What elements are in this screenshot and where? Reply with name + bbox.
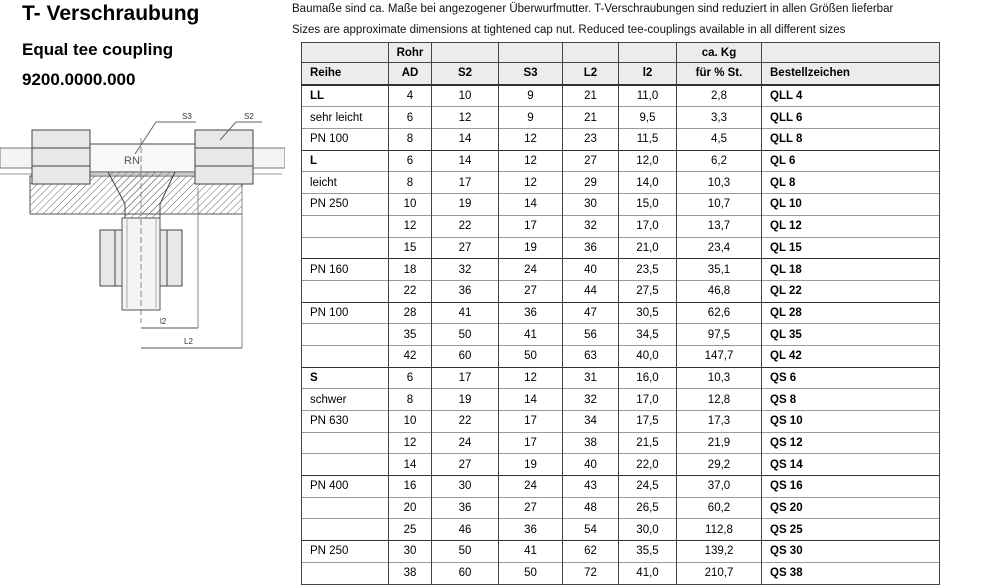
table-row bbox=[302, 129, 940, 151]
cell-s2: 22 bbox=[432, 215, 499, 237]
cell-l2: 35,5 bbox=[619, 541, 677, 563]
note-german: Baumaße sind ca. Maße bei angezogener Überwurfmutter. T-Verschraubungen sind reduziert in allen Größen lieferbar bbox=[292, 3, 894, 15]
cell-s3: 12 bbox=[499, 367, 563, 389]
tee-coupling-drawing bbox=[0, 108, 285, 358]
cell-reihe: PN 100 bbox=[302, 129, 389, 151]
cell-bestellzeichen: QS 6 bbox=[762, 367, 940, 389]
cell-L2: 43 bbox=[563, 476, 619, 498]
header-cell-empty bbox=[302, 43, 389, 63]
cell-kg: 210,7 bbox=[677, 562, 762, 584]
cell-ad: 12 bbox=[389, 215, 432, 237]
cell-s3: 14 bbox=[499, 194, 563, 216]
cell-s2: 12 bbox=[432, 107, 499, 129]
cell-s3: 36 bbox=[499, 519, 563, 541]
table-header-top bbox=[302, 43, 940, 63]
cell-kg: 6,2 bbox=[677, 150, 762, 172]
cell-s3: 41 bbox=[499, 324, 563, 346]
cell-bestellzeichen: QL 35 bbox=[762, 324, 940, 346]
cell-s2: 30 bbox=[432, 476, 499, 498]
cell-ad: 35 bbox=[389, 324, 432, 346]
table-row bbox=[302, 497, 940, 519]
cell-s3: 27 bbox=[499, 497, 563, 519]
cell-bestellzeichen: QS 30 bbox=[762, 541, 940, 563]
table-row bbox=[302, 454, 940, 476]
drawing-label-l2-small: l2 bbox=[160, 317, 167, 326]
cell-kg: 139,2 bbox=[677, 541, 762, 563]
cell-l2: 21,0 bbox=[619, 237, 677, 259]
table-row bbox=[302, 324, 940, 346]
cell-s2: 50 bbox=[432, 541, 499, 563]
column-header-reihe: Reihe bbox=[302, 63, 389, 85]
table-row bbox=[302, 194, 940, 216]
cell-L2: 48 bbox=[563, 497, 619, 519]
cell-kg: 35,1 bbox=[677, 259, 762, 281]
cell-l2: 40,0 bbox=[619, 345, 677, 367]
cell-s3: 50 bbox=[499, 562, 563, 584]
cell-reihe: PN 400 bbox=[302, 476, 389, 498]
cell-L2: 21 bbox=[563, 85, 619, 107]
cell-kg: 21,9 bbox=[677, 432, 762, 454]
header-cell-empty bbox=[499, 43, 563, 63]
cell-kg: 10,7 bbox=[677, 194, 762, 216]
cell-reihe bbox=[302, 432, 389, 454]
cell-s2: 36 bbox=[432, 280, 499, 302]
cell-ad: 38 bbox=[389, 562, 432, 584]
cell-ad: 6 bbox=[389, 150, 432, 172]
cell-l2: 30,5 bbox=[619, 302, 677, 324]
cell-L2: 54 bbox=[563, 519, 619, 541]
cell-bestellzeichen: QL 6 bbox=[762, 150, 940, 172]
cell-ad: 10 bbox=[389, 194, 432, 216]
cell-ad: 4 bbox=[389, 85, 432, 107]
cell-bestellzeichen: QL 28 bbox=[762, 302, 940, 324]
cell-kg: 2,8 bbox=[677, 85, 762, 107]
table-row bbox=[302, 237, 940, 259]
cell-s2: 19 bbox=[432, 194, 499, 216]
cell-s2: 36 bbox=[432, 497, 499, 519]
cell-l2: 11,5 bbox=[619, 129, 677, 151]
cell-kg: 60,2 bbox=[677, 497, 762, 519]
cell-l2: 17,0 bbox=[619, 389, 677, 411]
cell-ad: 30 bbox=[389, 541, 432, 563]
cell-ad: 12 bbox=[389, 432, 432, 454]
cell-l2: 14,0 bbox=[619, 172, 677, 194]
cell-bestellzeichen: QS 38 bbox=[762, 562, 940, 584]
cell-L2: 23 bbox=[563, 129, 619, 151]
column-header-s3: S3 bbox=[499, 63, 563, 85]
cell-s3: 9 bbox=[499, 107, 563, 129]
cell-bestellzeichen: QS 8 bbox=[762, 389, 940, 411]
cell-ad: 6 bbox=[389, 367, 432, 389]
table-row bbox=[302, 172, 940, 194]
cell-s2: 60 bbox=[432, 562, 499, 584]
cell-L2: 72 bbox=[563, 562, 619, 584]
cell-bestellzeichen: QS 16 bbox=[762, 476, 940, 498]
cell-l2: 24,5 bbox=[619, 476, 677, 498]
column-header-s2: S2 bbox=[432, 63, 499, 85]
cell-reihe: PN 250 bbox=[302, 194, 389, 216]
cell-reihe: schwer bbox=[302, 389, 389, 411]
cell-l2: 27,5 bbox=[619, 280, 677, 302]
cell-bestellzeichen: QLL 8 bbox=[762, 129, 940, 151]
cell-l2: 21,5 bbox=[619, 432, 677, 454]
cell-s3: 19 bbox=[499, 237, 563, 259]
cell-L2: 40 bbox=[563, 259, 619, 281]
table-row bbox=[302, 85, 940, 107]
header-kg: ca. Kg bbox=[677, 43, 762, 63]
cell-s2: 27 bbox=[432, 454, 499, 476]
cell-l2: 26,5 bbox=[619, 497, 677, 519]
cell-s2: 50 bbox=[432, 324, 499, 346]
cell-reihe bbox=[302, 215, 389, 237]
cell-s3: 24 bbox=[499, 476, 563, 498]
table-row bbox=[302, 389, 940, 411]
drawing-label-s2: S2 bbox=[244, 112, 254, 121]
cell-s2: 27 bbox=[432, 237, 499, 259]
cell-l2: 17,0 bbox=[619, 215, 677, 237]
cell-reihe: LL bbox=[302, 85, 389, 107]
cell-reihe: S bbox=[302, 367, 389, 389]
column-header-l2: l2 bbox=[619, 63, 677, 85]
table-row bbox=[302, 107, 940, 129]
cell-L2: 36 bbox=[563, 237, 619, 259]
column-header-ad: AD bbox=[389, 63, 432, 85]
drawing-label-l2-big: L2 bbox=[184, 337, 193, 346]
cell-bestellzeichen: QL 22 bbox=[762, 280, 940, 302]
cell-ad: 8 bbox=[389, 389, 432, 411]
cell-reihe: L bbox=[302, 150, 389, 172]
cell-l2: 12,0 bbox=[619, 150, 677, 172]
cell-s3: 9 bbox=[499, 85, 563, 107]
cell-reihe: PN 630 bbox=[302, 411, 389, 433]
cell-reihe: sehr leicht bbox=[302, 107, 389, 129]
cell-L2: 62 bbox=[563, 541, 619, 563]
article-number: 9200.0000.000 bbox=[22, 70, 136, 89]
table-row bbox=[302, 367, 940, 389]
cell-L2: 47 bbox=[563, 302, 619, 324]
cell-kg: 147,7 bbox=[677, 345, 762, 367]
column-header-L2: L2 bbox=[563, 63, 619, 85]
cell-kg: 97,5 bbox=[677, 324, 762, 346]
table-row bbox=[302, 476, 940, 498]
header-cell-empty bbox=[762, 43, 940, 63]
cell-bestellzeichen: QLL 4 bbox=[762, 85, 940, 107]
cell-bestellzeichen: QL 15 bbox=[762, 237, 940, 259]
cell-L2: 34 bbox=[563, 411, 619, 433]
cell-ad: 22 bbox=[389, 280, 432, 302]
drawing-label-s3: S3 bbox=[182, 112, 192, 121]
cell-s3: 24 bbox=[499, 259, 563, 281]
table-row bbox=[302, 259, 940, 281]
table-row bbox=[302, 280, 940, 302]
note-english: Sizes are approximate dimensions at tightened cap nut. Reduced tee-couplings available in all different sizes bbox=[292, 24, 846, 36]
cell-l2: 16,0 bbox=[619, 367, 677, 389]
cell-bestellzeichen: QL 18 bbox=[762, 259, 940, 281]
cell-s3: 12 bbox=[499, 150, 563, 172]
cell-bestellzeichen: QS 10 bbox=[762, 411, 940, 433]
cell-s3: 17 bbox=[499, 432, 563, 454]
cell-bestellzeichen: QL 8 bbox=[762, 172, 940, 194]
cell-l2: 9,5 bbox=[619, 107, 677, 129]
table-row bbox=[302, 519, 940, 541]
cell-L2: 31 bbox=[563, 367, 619, 389]
cell-reihe bbox=[302, 237, 389, 259]
cell-bestellzeichen: QS 12 bbox=[762, 432, 940, 454]
cell-l2: 41,0 bbox=[619, 562, 677, 584]
cell-kg: 62,6 bbox=[677, 302, 762, 324]
cell-ad: 8 bbox=[389, 129, 432, 151]
cell-kg: 112,8 bbox=[677, 519, 762, 541]
header-cell-empty bbox=[432, 43, 499, 63]
cell-bestellzeichen: QL 10 bbox=[762, 194, 940, 216]
cell-reihe: PN 160 bbox=[302, 259, 389, 281]
table-row bbox=[302, 150, 940, 172]
cell-L2: 32 bbox=[563, 215, 619, 237]
cell-kg: 46,8 bbox=[677, 280, 762, 302]
table-row bbox=[302, 432, 940, 454]
cell-ad: 20 bbox=[389, 497, 432, 519]
cell-L2: 29 bbox=[563, 172, 619, 194]
cell-s2: 14 bbox=[432, 129, 499, 151]
cell-L2: 30 bbox=[563, 194, 619, 216]
cell-s2: 41 bbox=[432, 302, 499, 324]
cell-s3: 17 bbox=[499, 411, 563, 433]
header-cell-empty bbox=[619, 43, 677, 63]
header-cell-empty bbox=[563, 43, 619, 63]
cell-s2: 14 bbox=[432, 150, 499, 172]
cell-ad: 16 bbox=[389, 476, 432, 498]
cell-reihe: leicht bbox=[302, 172, 389, 194]
cell-l2: 15,0 bbox=[619, 194, 677, 216]
cell-s2: 22 bbox=[432, 411, 499, 433]
cell-l2: 11,0 bbox=[619, 85, 677, 107]
cell-l2: 22,0 bbox=[619, 454, 677, 476]
cell-ad: 15 bbox=[389, 237, 432, 259]
cell-reihe bbox=[302, 562, 389, 584]
cell-kg: 4,5 bbox=[677, 129, 762, 151]
cell-l2: 30,0 bbox=[619, 519, 677, 541]
cell-reihe bbox=[302, 324, 389, 346]
cell-reihe bbox=[302, 454, 389, 476]
cell-ad: 25 bbox=[389, 519, 432, 541]
cell-L2: 27 bbox=[563, 150, 619, 172]
cell-s2: 46 bbox=[432, 519, 499, 541]
column-header-bestellzeichen: Bestellzeichen bbox=[762, 63, 940, 85]
table-row bbox=[302, 215, 940, 237]
cell-s2: 60 bbox=[432, 345, 499, 367]
cell-bestellzeichen: QL 12 bbox=[762, 215, 940, 237]
product-header-panel bbox=[0, 0, 290, 588]
cell-reihe bbox=[302, 519, 389, 541]
cell-s3: 17 bbox=[499, 215, 563, 237]
cell-bestellzeichen: QLL 6 bbox=[762, 107, 940, 129]
column-header-kg: für % St. bbox=[677, 63, 762, 85]
cell-L2: 40 bbox=[563, 454, 619, 476]
cell-L2: 63 bbox=[563, 345, 619, 367]
cell-ad: 14 bbox=[389, 454, 432, 476]
cell-bestellzeichen: QS 25 bbox=[762, 519, 940, 541]
cell-reihe bbox=[302, 497, 389, 519]
cell-s2: 17 bbox=[432, 172, 499, 194]
cell-reihe bbox=[302, 345, 389, 367]
cell-ad: 6 bbox=[389, 107, 432, 129]
cell-s2: 10 bbox=[432, 85, 499, 107]
cell-kg: 10,3 bbox=[677, 172, 762, 194]
cell-reihe: PN 250 bbox=[302, 541, 389, 563]
product-subtitle: Equal tee coupling bbox=[22, 40, 174, 59]
cell-bestellzeichen: QS 20 bbox=[762, 497, 940, 519]
cell-s2: 17 bbox=[432, 367, 499, 389]
cell-ad: 8 bbox=[389, 172, 432, 194]
cell-ad: 42 bbox=[389, 345, 432, 367]
cell-kg: 29,2 bbox=[677, 454, 762, 476]
cell-s3: 50 bbox=[499, 345, 563, 367]
cell-s3: 14 bbox=[499, 389, 563, 411]
cell-s2: 32 bbox=[432, 259, 499, 281]
cell-ad: 10 bbox=[389, 411, 432, 433]
table-header bbox=[302, 63, 940, 85]
cell-L2: 32 bbox=[563, 389, 619, 411]
cell-l2: 34,5 bbox=[619, 324, 677, 346]
cell-s3: 12 bbox=[499, 172, 563, 194]
cell-L2: 38 bbox=[563, 432, 619, 454]
cell-kg: 23,4 bbox=[677, 237, 762, 259]
cell-kg: 12,8 bbox=[677, 389, 762, 411]
cell-s3: 12 bbox=[499, 129, 563, 151]
cell-s3: 41 bbox=[499, 541, 563, 563]
drawing-label-rn: RN bbox=[124, 155, 140, 167]
cell-s3: 19 bbox=[499, 454, 563, 476]
cell-s3: 36 bbox=[499, 302, 563, 324]
cell-s3: 27 bbox=[499, 280, 563, 302]
table-row bbox=[302, 541, 940, 563]
table-row bbox=[302, 562, 940, 584]
cell-kg: 17,3 bbox=[677, 411, 762, 433]
table-row bbox=[302, 302, 940, 324]
cell-kg: 10,3 bbox=[677, 367, 762, 389]
cell-kg: 13,7 bbox=[677, 215, 762, 237]
cell-L2: 56 bbox=[563, 324, 619, 346]
spec-table bbox=[301, 42, 940, 585]
cell-kg: 3,3 bbox=[677, 107, 762, 129]
cell-bestellzeichen: QS 14 bbox=[762, 454, 940, 476]
cell-kg: 37,0 bbox=[677, 476, 762, 498]
cell-l2: 23,5 bbox=[619, 259, 677, 281]
cell-l2: 17,5 bbox=[619, 411, 677, 433]
product-title: T- Verschraubung bbox=[22, 2, 200, 25]
cell-reihe: PN 100 bbox=[302, 302, 389, 324]
cell-L2: 44 bbox=[563, 280, 619, 302]
cell-ad: 18 bbox=[389, 259, 432, 281]
table-row bbox=[302, 345, 940, 367]
cell-s2: 19 bbox=[432, 389, 499, 411]
cell-ad: 28 bbox=[389, 302, 432, 324]
cell-s2: 24 bbox=[432, 432, 499, 454]
cell-bestellzeichen: QL 42 bbox=[762, 345, 940, 367]
table-row bbox=[302, 411, 940, 433]
cell-L2: 21 bbox=[563, 107, 619, 129]
cell-reihe bbox=[302, 280, 389, 302]
header-rohr: Rohr bbox=[389, 43, 432, 63]
